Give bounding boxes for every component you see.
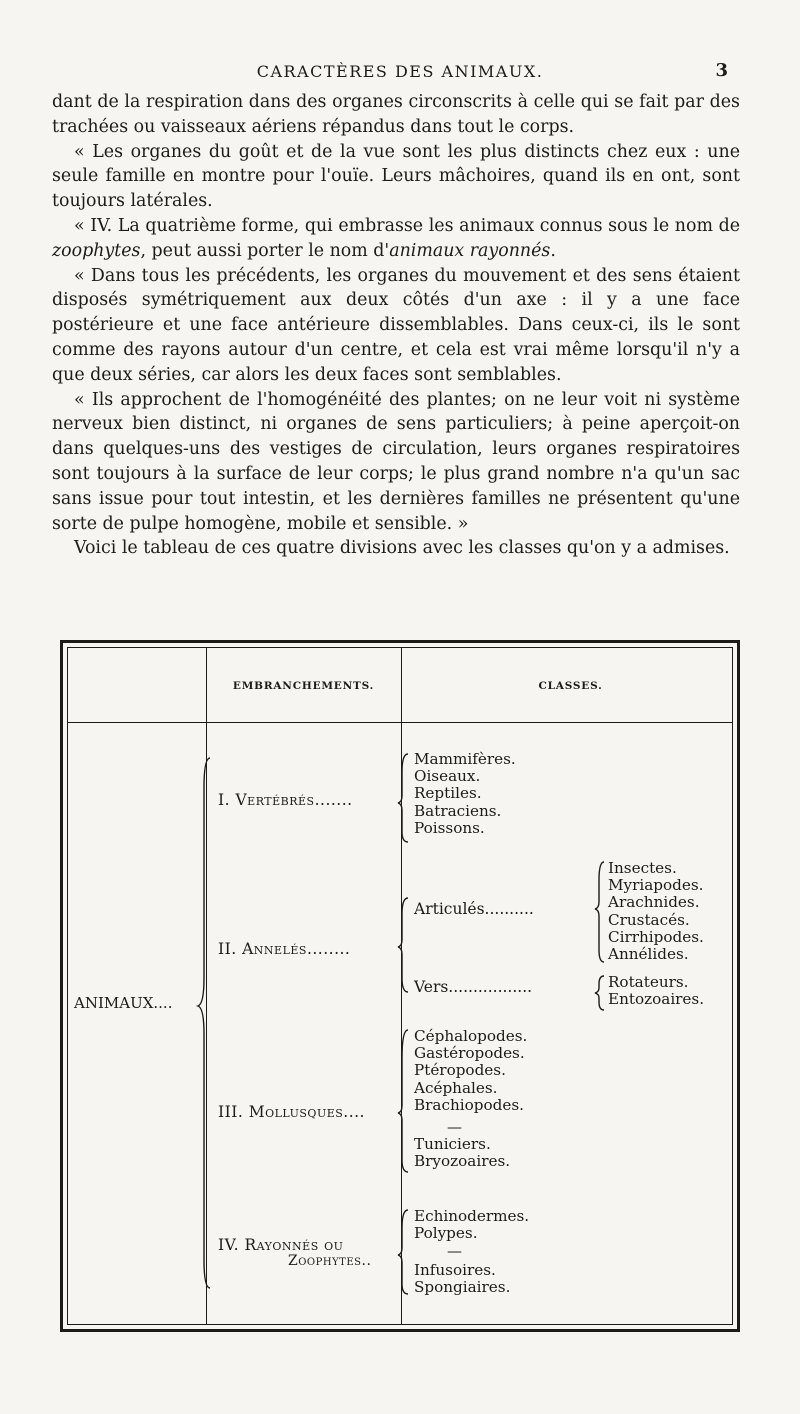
class-item: Acéphales. [414,1078,498,1097]
class-item: Poissons. [414,818,485,837]
brace-vers [595,976,604,1010]
class-item: Gastéropodes. [414,1044,525,1063]
class-item: Echinodermes. [414,1207,530,1225]
class-item: Crustacés. [608,910,690,929]
header-classes: CLASSES. [538,680,603,692]
classification-table [60,640,740,1332]
paragraph-3-text-a: « IV. La quatrième forme, qui embrasse les animaux connus sous le nom de [74,215,740,236]
class-item: Arachnides. [608,893,700,912]
mollusques-separator: — [447,1118,462,1136]
class-item: Cirrhipodes. [608,927,704,946]
running-head: CARACTÈRES DES ANIMAUX. [256,62,544,81]
term-zoophytes: zoophytes [52,240,141,261]
header-embranchements: EMBRANCHEMENTS. [232,680,375,692]
rayonnes-separator: — [447,1242,462,1260]
class-item: Insectes. [608,859,677,877]
brace-animaux [198,758,210,1288]
term-animaux-rayonnes: animaux rayonnés [389,240,551,261]
root-animaux: ANIMAUX.... [74,994,173,1012]
group-vers: Vers................. [414,978,533,996]
class-item: Entozoaires. [608,990,705,1009]
class-item: Mammifères. [414,750,516,768]
class-item: Brachiopodes. [414,1095,524,1114]
class-item: Polypes. [414,1224,478,1243]
table-inner-border [67,647,733,1325]
branch-anneles: II. Annelés........ [218,940,351,958]
group-articules: Articulés.......... [414,900,534,918]
branch-mollusques: III. Mollusques.... [218,1103,365,1121]
paragraph-1: dant de la respiration dans des organes circonscrits à celle qui se fait par des trachées ou vaisseaux aériens répandus dans tout le corps. [52,92,740,137]
body-text [52,90,740,561]
branch-rayonnes-line1: IV. Rayonnés ou [218,1236,344,1254]
paragraph-3-text-b: , peut aussi porter le nom d' [140,240,390,261]
class-item: Infusoires. [414,1261,496,1279]
branch-rayonnes-line2: Zoophytes.. [288,1253,372,1269]
paragraph-3-text-c: . [550,240,556,261]
class-item: Tuniciers. [414,1135,491,1153]
brace-vertebres [398,754,408,842]
brace-lines [68,648,740,1332]
class-item: Myriapodes. [608,876,704,895]
page-number: 3 [715,60,728,81]
paragraph-3 [52,214,740,264]
brace-rayonnes [398,1210,408,1294]
class-item: Oiseaux. [414,767,481,786]
paragraph-6: Voici le tableau de ces quatre divisions avec les classes qu'on y a admises. [74,538,730,559]
branch-vertebres: I. Vertébrés....... [218,791,353,809]
class-item: Batraciens. [414,801,502,820]
class-item: Spongiaires. [414,1278,511,1297]
paragraph-4: « Dans tous les précédents, les organes du mouvement et des sens étaient disposés symétriquement aux deux côtés d'un axe : il y a une face postérieure et une face antérieure dissemblables. Dans ceux-ci, ils le sont comme des rayons autour d'un centre, et cela est vrai même lorsqu'il n'y a que deux séries, car alors les deux faces sont semblables. [52,265,740,385]
class-item: Annélides. [608,944,689,963]
class-item: Reptiles. [414,784,482,803]
paragraph-5: « Ils approchent de l'homogénéité des plantes; on ne leur voit ni système nerveux bien distinct, ni organes de sens particuliers; à peine aperçoit-on dans quelques-uns des vestiges de circulation, leurs organes respiratoires sont toujours à la surface de leur corps; le plus grand nombre n'a qu'un sac sans issue pour tout intestin, et les dernières familles ne présentent qu'une sorte de pulpe homogène, mobile et sensible. » [52,389,740,534]
brace-articules [595,862,604,962]
class-item: Céphalopodes. [414,1027,528,1045]
brace-anneles [398,898,408,992]
class-item: Rotateurs. [608,973,689,991]
class-item: Bryozoaires. [414,1152,511,1171]
class-item: Ptéropodes. [414,1061,506,1080]
paragraph-2: « Les organes du goût et de la vue sont les plus distincts chez eux : une seule famille en montre pour l'ouïe. Leurs mâchoires, quand ils en ont, sont toujours latérales. [52,141,740,212]
brace-mollusques [398,1030,408,1172]
